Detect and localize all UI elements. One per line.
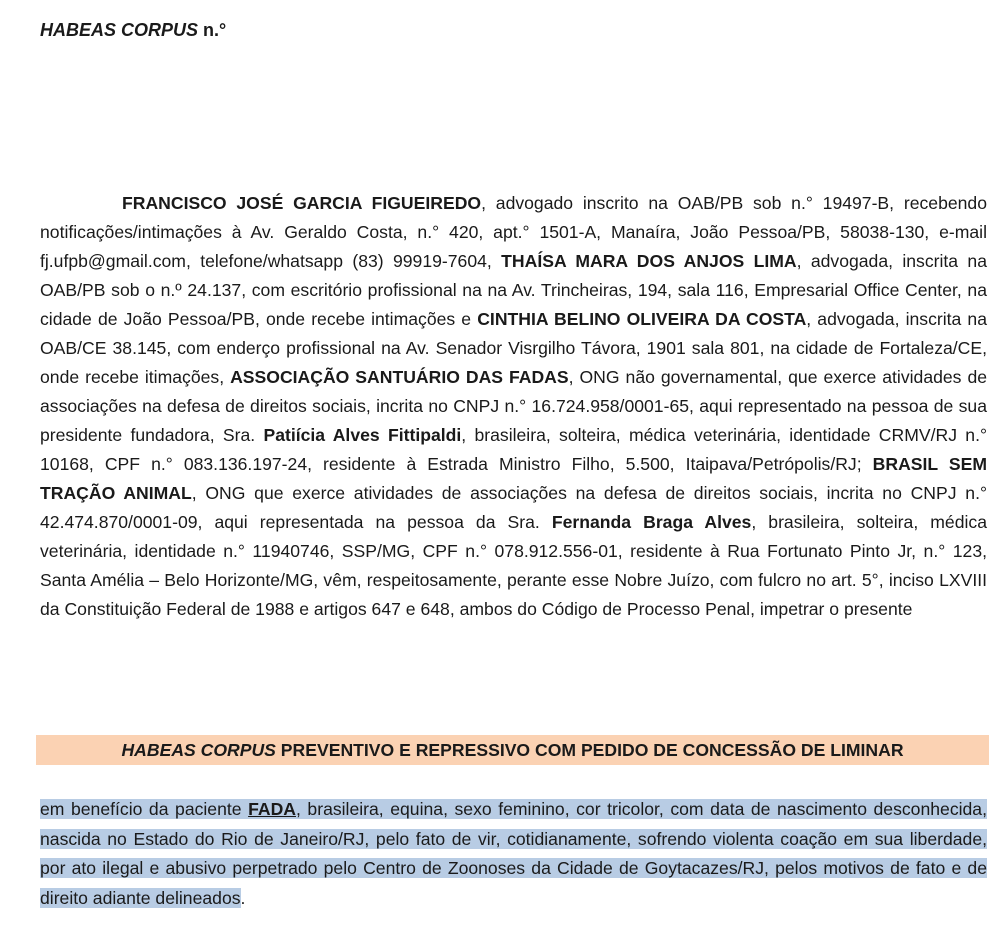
person-name-patricia: Patiícia Alves Fittipaldi [263,425,462,445]
petition-text-6: , ONG que exerce atividades de associações na defesa de direitos sociais, incrita no CNPJ n.° 42.474.870/0001-09, aqui representada na pessoa da Sra. [40,483,987,532]
document-title [40,20,226,41]
document-title-italic: HABEAS CORPUS [40,20,199,40]
patient-text-end: . [240,887,246,908]
section-heading-rest: PREVENTIVO E REPRESSIVO COM PEDIDO DE CONCESSÃO DE LIMINAR [275,740,904,760]
petition-text-3: , advogada, inscrita na OAB/CE 38.145, com enderço profissional na Av. Senador Visrgilho Távora, 1901 sala 801, na cidade de Fortaleza/CE, onde recebe itimações, [40,309,987,387]
petition-text-7: , brasileira, solteira, médica veterinária, identidade n.° 11940746, SSP/MG, CPF n.° 078.912.556-01, residente à Rua Fortunato Pinto Jr, n.° 123, Santa Amélia – Belo Horizonte/MG, vêm, respeitosamente, perante esse Nobre Juízo, com fulcro no art. 5°, inciso LXVIII da Constituição Federal de 1988 e artigos 647 e 648, ambos do Código de Processo Penal, impetrar o presente [40,512,987,619]
petition-text-1: , advogado inscrito na OAB/PB sob n.° 19497-B, recebendo notificações/intimações à Av. Geraldo Costa, n.° 420, apt.° 1501-A, Manaíra, João Pessoa/PB, 58038-130, e-mail fj.ufpb@gmail.com, telefone/whatsapp (83) 99919-7604, [40,193,987,271]
petition-text-5: , brasileira, solteira, médica veterinária, identidade CRMV/RJ n.° 10168, CPF n.° 083.136.197-24, residente à Estrada Ministro Filho, 5.500, Itaipava/Petrópolis/RJ; [40,425,987,474]
org-name-santuario: ASSOCIAÇÃO SANTUÁRIO DAS FADAS [230,367,569,387]
petition-text-4: , ONG não governamental, que exerce atividades de associações na defesa de direitos sociais, incrita no CNPJ n.° 16.724.958/0001-65, aqui representado na pessoa de sua presidente fundadora, Sra. [40,367,988,445]
lawyer-name-cinthia: CINTHIA BELINO OLIVEIRA DA COSTA [477,309,807,329]
section-heading [36,735,989,765]
person-name-fernanda: Fernanda Braga Alves [551,512,752,532]
patient-name: FADA [248,799,296,819]
lawyer-name-thaisa: THAÍSA MARA DOS ANJOS LIMA [501,251,797,271]
petition-paragraph [40,189,987,624]
selected-text[interactable] [40,799,987,908]
document-title-number: n.° [198,20,227,40]
petition-text-2: , advogada, inscrita na OAB/PB sob o n.º 24.137, com escritório profissional na na Av. Trincheiras, 194, sala 116, Empresarial Office Center, na cidade de João Pessoa/PB, onde recebe intimações e [40,251,988,329]
patient-text-1: em benefício da paciente [40,799,249,819]
patient-text-2: , brasileira, equina, sexo feminino, cor tricolor, com data de nascimento desconhecida, nascida no Estado do Rio de Janeiro/RJ, pelo fato de vir, cotidianamente, sofrendo violenta coação em sua liberdade, por ato ilegal e abusivo perpetrado pelo Centro de Zoonoses da Cidade de Goytacazes/RJ, pelos motivos de fato e de direito adiante delineados [40,799,987,908]
section-heading-italic: HABEAS CORPUS [121,740,276,760]
lawyer-name-francisco: FRANCISCO JOSÉ GARCIA FIGUEIREDO [122,193,482,213]
patient-paragraph[interactable] [40,795,987,913]
section-heading-bar [36,735,989,765]
org-name-brasil-sem-tracao: BRASIL SEM TRAÇÃO ANIMAL [40,454,987,503]
